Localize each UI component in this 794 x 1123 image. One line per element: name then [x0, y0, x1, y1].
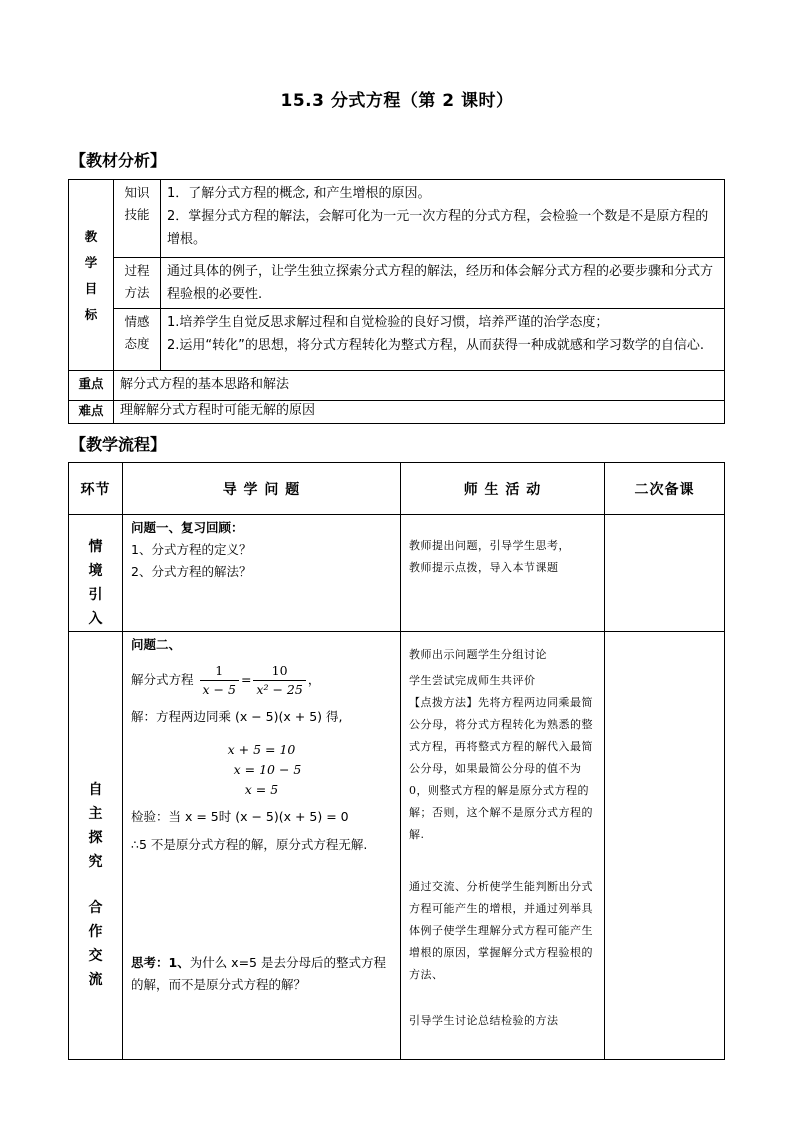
analysis-table [68, 179, 725, 424]
think-question: 思考：1、为什么 x=5 是去分母后的整式方程的解，而不是原分式方程的解？ [131, 955, 386, 992]
header-questions: 导 学 问 题 [123, 463, 401, 515]
section-heading-process: 【教学流程】 [70, 435, 167, 454]
flow-table [68, 462, 725, 1060]
conclusion: ∴5 不是原分式方程的解，原分式方程无解. [131, 837, 368, 852]
notes-one [605, 515, 725, 632]
difficulty-content: 理解解分式方程时可能无解的原因 [114, 401, 725, 424]
emotion-content: 1.培养学生自觉反思求解过程和自觉检验的良好习惯，培养严谨的治学态度； 2.运用“转化”的思想，将分式方程转化为整式方程，从而获得一种成就感和学习数学的自信心. [161, 309, 725, 371]
question-one: 问题一、复习回顾： 1、分式方程的定义？ 2、分式方程的解法？ [123, 515, 401, 632]
knowledge-content: 1．了解分式方程的概念, 和产生增根的原因。 2．掌握分式方程的解法，会解可化为一元一次方程的分式方程，会检验一个数是不是原方程的增根。 [161, 180, 725, 258]
question-two: 问题二、 解分式方程 $\frac{1}{x - 5}$ = $\frac{10}{\text{x² − 25}}$ ， 解：方程两边同乘 (x − 5)(x + 5) 得, x + 5 = 10 x = 10 − 5 x = 5 检验：当 x = 5时 (x − 5)(x + 5) = 0 ∴5 不是原分式方程的解，原分式方程无解. 思考：1、为什么 x=5 是去分母后的整式方程的解，而不是原分式方程的解？ [123, 632, 401, 1060]
difficulty-label: 难点 [69, 401, 114, 424]
knowledge-label: 知识 技能 [114, 180, 161, 258]
key-label: 重点 [69, 371, 114, 401]
header-notes: 二次备课 [605, 463, 725, 515]
check-line: 检验：当 x = 5时 (x − 5)(x + 5) = 0 [131, 809, 349, 824]
notes-two [605, 632, 725, 1060]
page-title: 15.3 分式方程（第 2 课时） [280, 91, 514, 111]
activity-one: 教师提出问题，引导学生思考， 教师提示点拨，导入本节课题 [401, 515, 605, 632]
key-content: 解分式方程的基本思路和解法 [114, 371, 725, 401]
section-heading-analysis: 【教材分析】 [70, 151, 167, 170]
header-stage: 环节 [69, 463, 123, 515]
fraction-left: $\frac{1}{x - 5}$ [200, 662, 239, 699]
goal-label: 教 学 目 标 [69, 180, 114, 371]
header-activities: 师 生 活 动 [401, 463, 605, 515]
process-label: 过程 方法 [114, 258, 161, 309]
stage-explore: 自 主 探 究 合 作 交 流 [69, 632, 123, 1060]
stage-intro: 情 境 引 入 [69, 515, 123, 632]
process-content: 通过具体的例子，让学生独立探索分式方程的解法，经历和体会解分式方程的必要步骤和分式方程验根的必要性. [161, 258, 725, 309]
equation-line: 解分式方程 $\frac{1}{x - 5}$ = $\frac{10}{\text{x² − 25}}$ ， [131, 663, 321, 697]
emotion-label: 情感 态度 [114, 309, 161, 371]
activity-two: 教师出示问题学生分组讨论 学生尝试完成师生共评价 【点拨方法】先将方程两边同乘最简公分母，将分式方程转化为熟悉的整式方程，再将整式方程的解代入最简公分母，如果最简公分母的值不为 0，则整式方程的解是原分式方程的解；否则，这个解不是原分式方程的解. 通过交流、分析使学生能判断出分式方程可能产生的增根，并通过列举具体例子使学生理解分式方程可能产生增根的原因，掌握解分式方程验根的方法、 引导学生讨论总结检验的方法 [401, 632, 605, 1060]
solve-line: 解：方程两边同乘 (x − 5)(x + 5) 得, [131, 709, 343, 724]
solution-steps: x + 5 = 10 x = 10 − 5 x = 5 [227, 742, 302, 797]
fraction-right: $\frac{10}{\text{x² − 25}}$ [253, 662, 305, 699]
